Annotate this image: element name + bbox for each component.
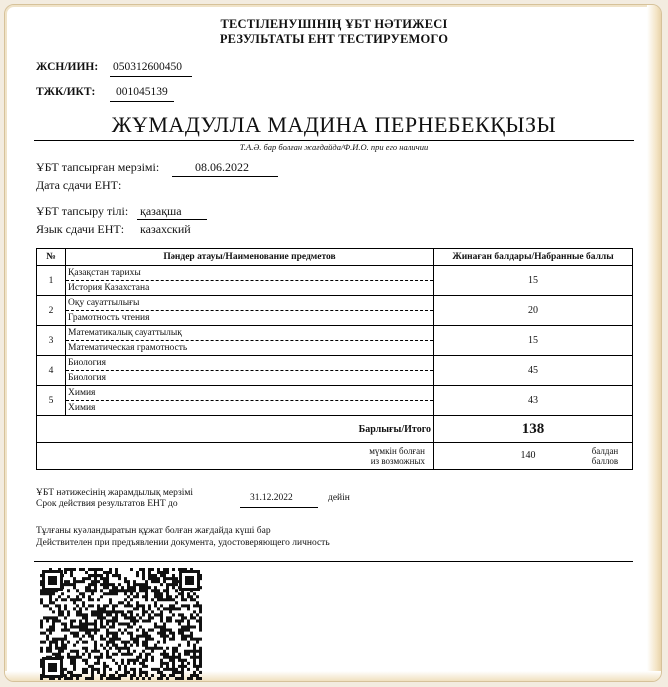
table-row [37,356,633,386]
validity-label-kz: ҰБТ нәтижесінің жарамдылық мерзімі [36,488,194,498]
col-subject-header: Пәндер атауы/Наименование предметов [66,249,434,266]
validity-underline [240,507,318,508]
max-suffix-ru: баллов [591,456,619,466]
subject-ru: Биология [68,373,107,383]
subject-kz: Математикалық сауаттылық [66,326,433,341]
exam-date-underline [172,176,278,177]
exam-lang-label-kz: ҰБТ тапсыру тілі: [36,204,129,218]
validity-suffix: дейін [328,493,350,503]
notice-kz: Тұлғаны куәландыратын құжат болған жағдайда күші бар [36,526,271,536]
row-num: 4 [37,356,66,386]
exam-date-value: 08.06.2022 [195,160,249,174]
table-row [37,386,633,416]
row-score: 15 [434,326,633,356]
divider [34,561,633,562]
subject-kz: Химия [66,386,433,401]
subject-kz: Қазақстан тарихы [66,266,433,281]
max-value: 140 [520,450,536,461]
title-ru: РЕЗУЛЬТАТЫ ЕНТ ТЕСТИРУЕМОГО [219,32,449,46]
row-score: 20 [434,296,633,326]
subject-kz: Биология [66,356,433,371]
total-value: 138 [434,416,633,443]
validity-label-ru: Срок действия результатов ЕНТ до [36,499,178,509]
col-num-header: № [37,249,66,266]
iin-label: ЖСН/ИИН: [36,61,99,73]
row-num: 5 [37,386,66,416]
exam-lang-value-kz: қазақша [140,204,182,218]
row-score: 45 [434,356,633,386]
row-score: 43 [434,386,633,416]
table-row [37,326,633,356]
notice-ru: Действителен при предъявлении документа, удостоверяющего личность [36,538,330,548]
ikt-label: ТЖК/ИКТ: [36,86,96,98]
ikt-underline [110,101,174,102]
title-kz: ТЕСТІЛЕНУШІНІҢ ҰБТ НӘТИЖЕСІ [220,17,448,31]
exam-date-label-ru: Дата сдачи ЕНТ: [36,178,122,192]
subject-kz: Оқу сауаттылығы [66,296,433,311]
fio-note: Т.А.Ә. бар болған жағдайда/Ф.И.О. при его наличии [239,142,429,152]
table-row [37,266,633,296]
name-underline [34,140,634,141]
row-num: 1 [37,266,66,296]
max-suffix-kz: балдан [591,446,619,456]
subject-ru: Грамотность чтения [68,313,150,323]
exam-lang-underline [137,219,207,220]
max-prefix-ru: из возможных [370,456,425,466]
exam-lang-label-ru: Язык сдачи ЕНТ: [36,222,125,236]
results-table [36,248,633,470]
full-name: ЖҰМАДУЛЛА МАДИНА ПЕРНЕБЕКҚЫЗЫ [111,112,557,137]
decorative-frame-edge [647,5,661,681]
validity-date: 31.12.2022 [250,493,293,503]
row-num: 3 [37,326,66,356]
row-score: 15 [434,266,633,296]
subject-ru: История Казахстана [68,283,150,293]
col-score-header: Жинаған балдары/Набранные баллы [434,249,633,266]
exam-date-label-kz: ҰБТ тапсырған мерзімі: [36,160,160,174]
ikt-value: 001045139 [116,86,168,98]
exam-lang-value-ru: казахский [140,222,191,236]
iin-value: 050312600450 [113,61,182,73]
subject-ru: Математическая грамотность [68,343,188,353]
subject-ru: Химия [68,403,96,413]
iin-underline [110,76,192,77]
max-prefix-kz: мүмкін болған [369,446,425,456]
total-label: Барлығы/Итого [37,416,434,443]
table-row [37,296,633,326]
qr-code [40,568,202,680]
row-num: 2 [37,296,66,326]
